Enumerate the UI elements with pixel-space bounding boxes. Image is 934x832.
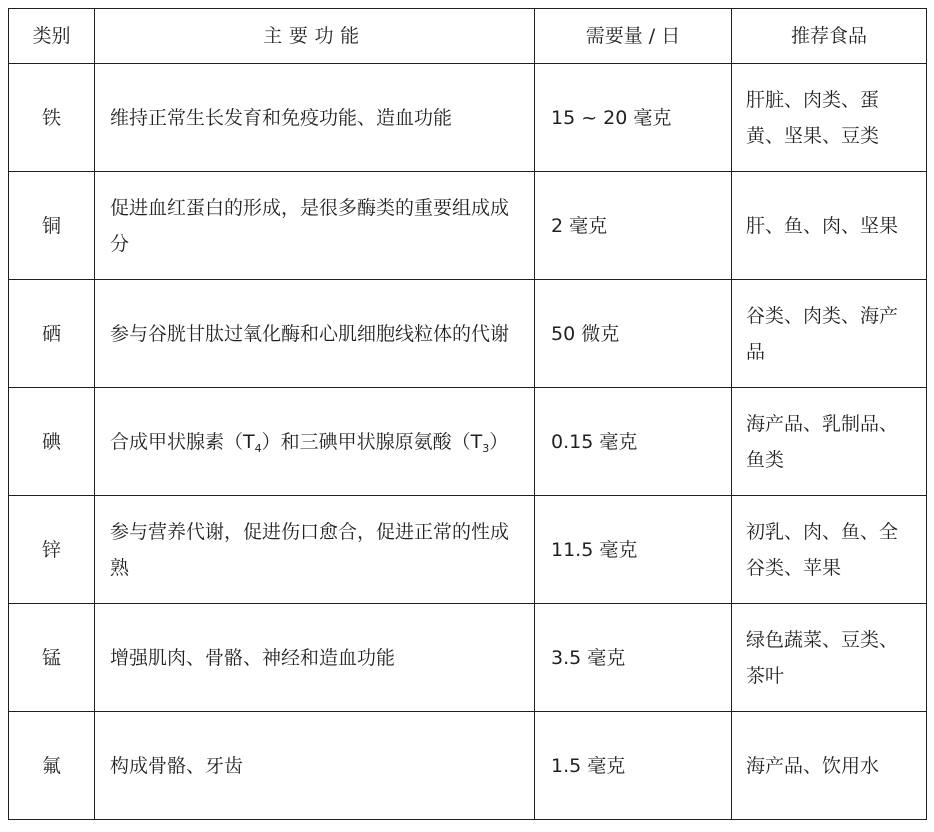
row-foods: 绿色蔬菜、豆类、茶叶 <box>732 604 927 712</box>
function-text-part: ） <box>489 430 509 453</box>
function-text-part: 合成甲状腺素（T <box>110 430 255 453</box>
row-amount: 11.5 毫克 <box>535 496 732 604</box>
table-row <box>9 280 927 388</box>
table-row <box>9 64 927 172</box>
row-function: 参与谷胱甘肽过氧化酶和心肌细胞线粒体的代谢 <box>95 280 535 388</box>
row-category: 氟 <box>9 712 95 820</box>
table-row <box>9 712 927 820</box>
table-row <box>9 172 927 280</box>
row-function: 增强肌肉、骨骼、神经和造血功能 <box>95 604 535 712</box>
row-foods: 谷类、肉类、海产品 <box>732 280 927 388</box>
row-category: 硒 <box>9 280 95 388</box>
header-amount: 需要量 / 日 <box>535 9 732 64</box>
table-header-row <box>9 9 927 64</box>
row-foods: 初乳、肉、鱼、全谷类、苹果 <box>732 496 927 604</box>
row-function: 参与营养代谢，促进伤口愈合，促进正常的性成熟 <box>95 496 535 604</box>
row-category: 锰 <box>9 604 95 712</box>
row-function: 维持正常生长发育和免疫功能、造血功能 <box>95 64 535 172</box>
header-function: 主要功能 <box>95 9 535 64</box>
table-row <box>9 604 927 712</box>
row-foods: 海产品、乳制品、鱼类 <box>732 388 927 496</box>
table-row <box>9 496 927 604</box>
row-amount: 15 ~ 20 毫克 <box>535 64 732 172</box>
row-category: 铜 <box>9 172 95 280</box>
subscript-three: 3 <box>482 441 490 455</box>
row-category: 碘 <box>9 388 95 496</box>
row-function <box>95 388 535 496</box>
row-foods: 肝脏、肉类、蛋黄、坚果、豆类 <box>732 64 927 172</box>
row-function: 构成骨骼、牙齿 <box>95 712 535 820</box>
row-category: 锌 <box>9 496 95 604</box>
row-amount: 50 微克 <box>535 280 732 388</box>
subscript-four: 4 <box>254 441 262 455</box>
function-text-part: ）和三碘甲状腺原氨酸（T <box>261 430 483 453</box>
minerals-table <box>8 8 927 820</box>
row-foods: 海产品、饮用水 <box>732 712 927 820</box>
row-amount: 2 毫克 <box>535 172 732 280</box>
row-category: 铁 <box>9 64 95 172</box>
row-function: 促进血红蛋白的形成，是很多酶类的重要组成成分 <box>95 172 535 280</box>
header-foods: 推荐食品 <box>732 9 927 64</box>
row-foods: 肝、鱼、肉、坚果 <box>732 172 927 280</box>
row-amount: 1.5 毫克 <box>535 712 732 820</box>
table-row <box>9 388 927 496</box>
row-amount: 3.5 毫克 <box>535 604 732 712</box>
header-category: 类别 <box>9 9 95 64</box>
row-amount: 0.15 毫克 <box>535 388 732 496</box>
